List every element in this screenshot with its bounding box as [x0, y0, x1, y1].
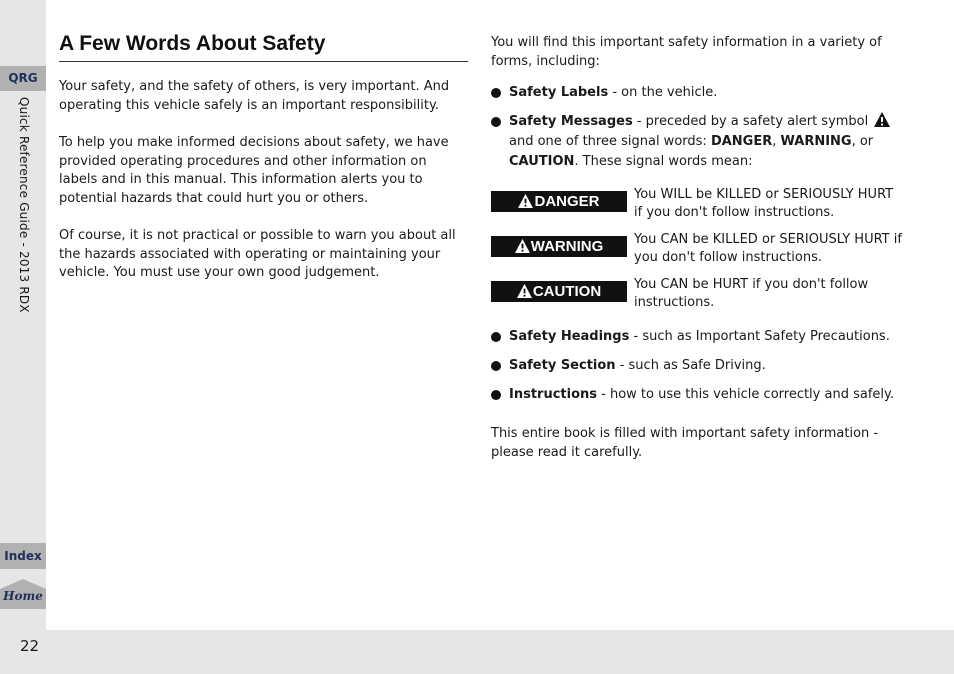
intro-paragraph: You will find this important safety information in a variety of forms, including: — [491, 35, 882, 69]
bullet-text: - how to use this vehicle correctly and safely. — [597, 387, 894, 402]
page-title: A Few Words About Safety — [59, 32, 468, 62]
signal-word-caution: CAUTION — [509, 154, 575, 169]
closing-paragraph: This entire book is filled with important safety information - please read it carefully. — [491, 426, 879, 460]
bullet-bold: Safety Messages — [509, 114, 633, 129]
bullet-bold: Instructions — [509, 387, 598, 402]
bullet-bold: Safety Section — [509, 358, 616, 373]
bullet-icon — [491, 390, 501, 400]
warning-badge — [491, 236, 627, 257]
bullet-bold: Safety Labels — [509, 85, 609, 100]
badge-label: DANGER — [534, 193, 600, 210]
bullet-icon — [491, 88, 501, 98]
separator: , or — [851, 134, 874, 149]
paragraph: Of course, it is not practical or possible to warn you about all the hazards associated with operating or maintaining your vehicle. You must use your own good judgement. — [59, 228, 456, 280]
page-number: 22 — [20, 637, 40, 655]
signal-description: You CAN be HURT if you don't follow instructions. — [634, 277, 869, 310]
danger-badge — [491, 191, 627, 212]
bullet-text: - on the vehicle. — [608, 85, 718, 100]
right-column — [491, 34, 903, 474]
bullet-text: and one of three signal words: — [509, 134, 711, 149]
left-column — [59, 32, 468, 302]
bullet-icon — [491, 117, 501, 127]
signal-word-warning: WARNING — [780, 134, 852, 149]
badge-label: CAUTION — [532, 283, 602, 300]
qrg-tab[interactable]: QRG — [0, 66, 46, 91]
bullet-text: - such as Important Safety Precautions. — [629, 329, 890, 344]
home-label: Home — [3, 589, 43, 603]
index-tab[interactable]: Index — [0, 543, 46, 569]
caution-badge — [491, 281, 627, 302]
signal-word-danger: DANGER — [710, 134, 773, 149]
bullet-icon — [491, 361, 501, 371]
bullet-text: - preceded by a safety alert symbol — [632, 114, 873, 129]
bullet-text: - such as Safe Driving. — [615, 358, 766, 373]
paragraph: Your safety, and the safety of others, is very important. And operating this vehicle safely is an important responsibility. — [59, 79, 450, 113]
list-item — [491, 327, 903, 347]
list-item — [491, 356, 903, 376]
signal-row-caution — [491, 276, 903, 321]
warning-triangle-icon — [517, 284, 532, 298]
signal-words-table — [491, 186, 903, 321]
bullet-bold: Safety Headings — [509, 329, 630, 344]
separator: , — [772, 134, 781, 149]
home-tab[interactable] — [0, 579, 46, 609]
signal-row-danger — [491, 186, 903, 231]
warning-triangle-icon — [518, 194, 533, 208]
badge-label: WARNING — [530, 238, 604, 255]
list-item — [491, 83, 903, 103]
signal-description: You CAN be KILLED or SERIOUSLY HURT if you don't follow instructions. — [634, 232, 902, 265]
warning-triangle-icon — [515, 239, 530, 253]
bullet-icon — [491, 332, 501, 342]
signal-row-warning — [491, 231, 903, 276]
signal-description: You WILL be KILLED or SERIOUSLY HURT if you don't follow instructions. — [634, 187, 894, 220]
bullet-text: . These signal words mean: — [574, 154, 753, 169]
list-item — [491, 112, 903, 172]
vertical-guide-title: Quick Reference Guide - 2013 RDX — [17, 97, 31, 313]
warning-triangle-icon — [874, 112, 890, 127]
list-item — [491, 385, 903, 405]
paragraph: To help you make informed decisions about safety, we have provided operating procedures and other information on labels and in this manual. This information alerts you to potential hazards that could hurt you or others. — [59, 135, 449, 206]
footer-band — [46, 630, 954, 674]
